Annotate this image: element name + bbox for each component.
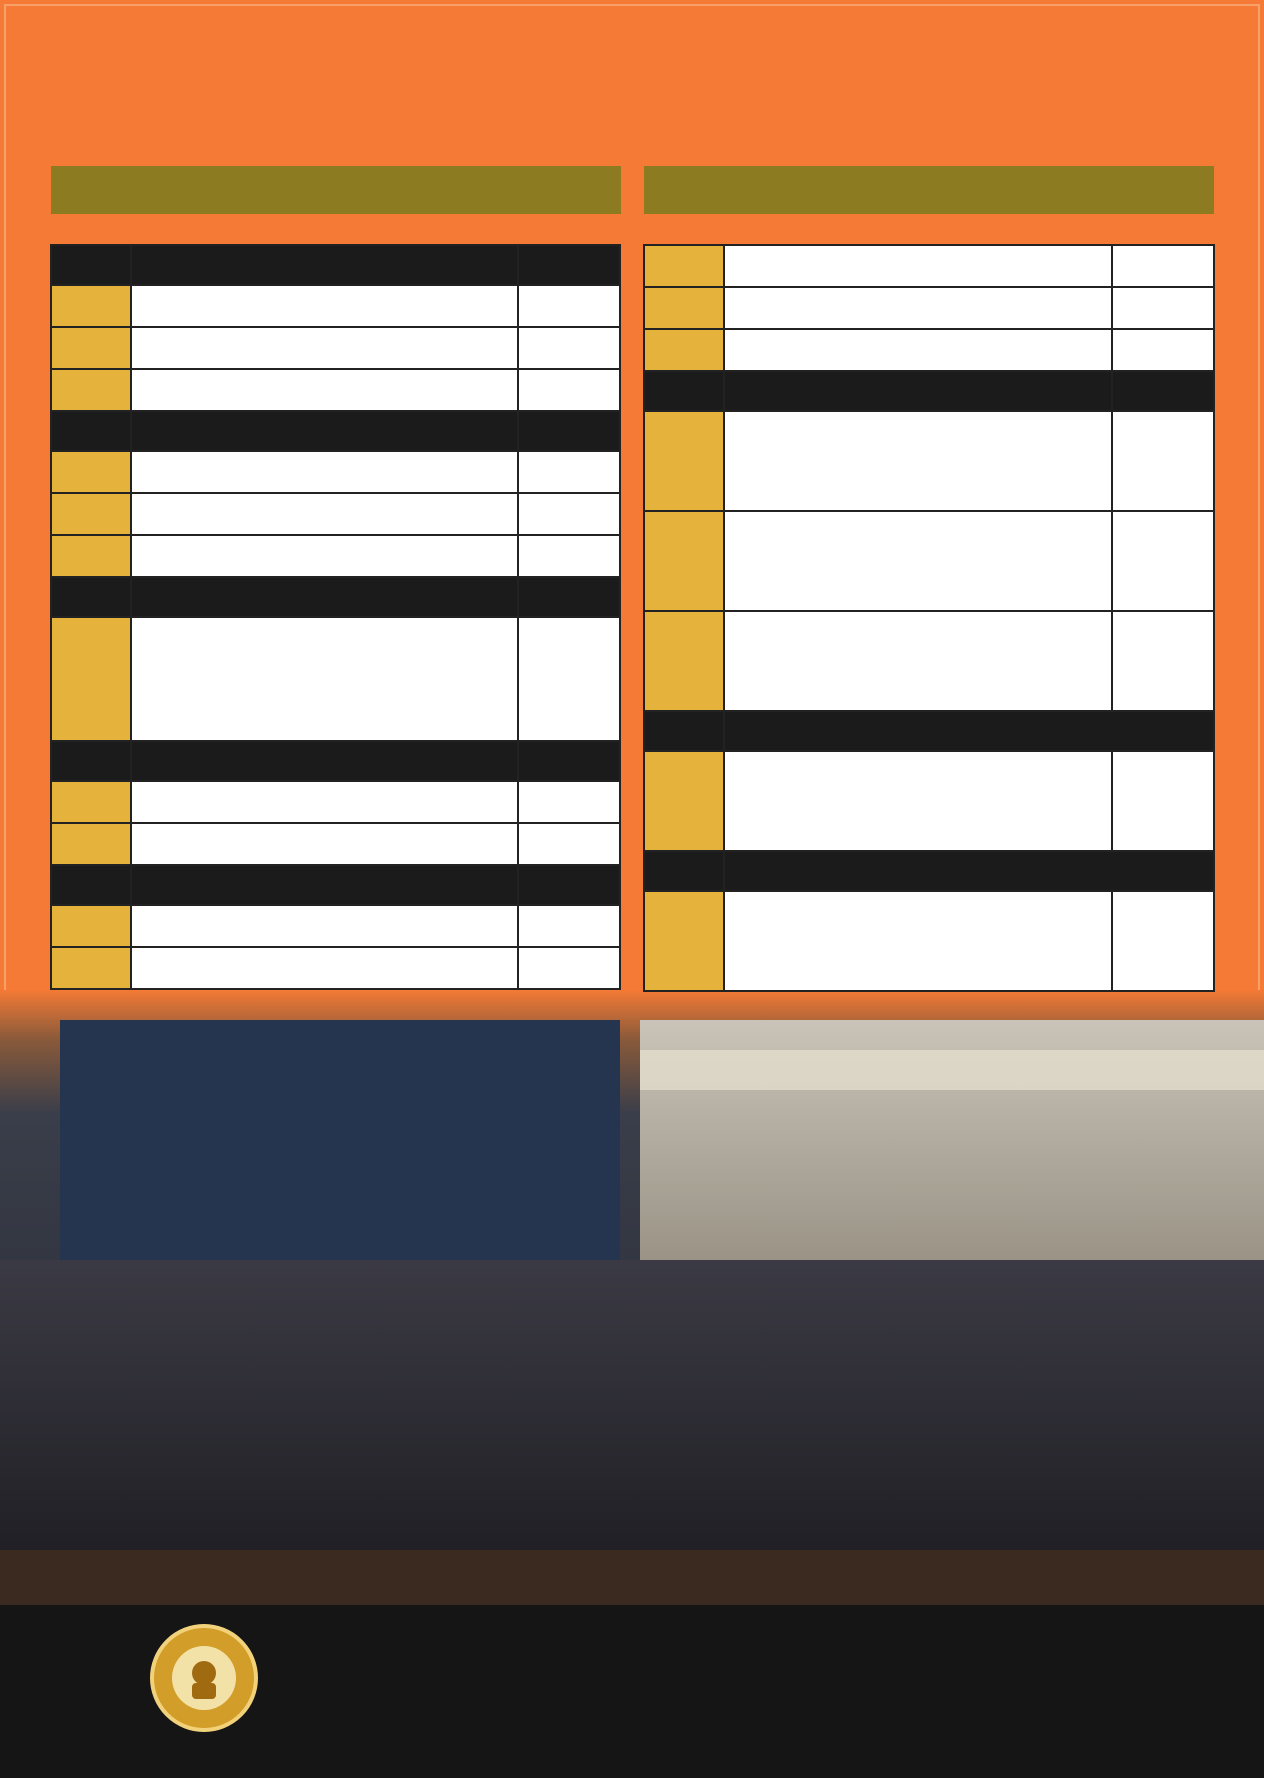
category-name [131, 327, 518, 369]
class-code [644, 245, 724, 287]
table-row [644, 287, 1214, 329]
association-logo [150, 1624, 258, 1732]
class-code [51, 617, 131, 741]
category-type [1112, 245, 1214, 287]
section-fb-special [131, 577, 518, 617]
category-name [131, 823, 518, 865]
award-list [725, 444, 1111, 496]
class-code [51, 451, 131, 493]
category-type [518, 823, 620, 865]
category-name [724, 511, 1112, 611]
category-name [724, 411, 1112, 511]
table-row [644, 411, 1214, 511]
category-name [131, 285, 518, 327]
category-type [1112, 411, 1214, 511]
category-type [518, 905, 620, 947]
class-code [644, 287, 724, 329]
class-code [51, 327, 131, 369]
category-type [1112, 329, 1214, 371]
class-code [644, 751, 724, 851]
class-code [51, 535, 131, 577]
class-code [644, 411, 724, 511]
section-row [644, 371, 1214, 411]
category-type [518, 327, 620, 369]
class-code [644, 611, 724, 711]
category-name [131, 617, 518, 741]
category-type [1112, 751, 1214, 851]
class-code [51, 493, 131, 535]
table-row [51, 327, 620, 369]
section-row [51, 245, 620, 285]
category-name [724, 611, 1112, 711]
class-code [51, 285, 131, 327]
category-type [1112, 287, 1214, 329]
table-row [51, 451, 620, 493]
section-fb-service [131, 741, 518, 781]
section-row [51, 865, 620, 905]
section-french [131, 865, 518, 905]
table-row [51, 535, 620, 577]
category-name [131, 905, 518, 947]
category-type [518, 451, 620, 493]
left-column-header [51, 166, 621, 214]
category-name [131, 535, 518, 577]
table-row [51, 947, 620, 989]
section-row [51, 741, 620, 781]
table-row [51, 823, 620, 865]
category-type [518, 947, 620, 989]
table-row [51, 369, 620, 411]
category-name [131, 947, 518, 989]
class-code [644, 891, 724, 991]
class-code [51, 369, 131, 411]
category-type [518, 285, 620, 327]
section-row [51, 577, 620, 617]
table-row [644, 329, 1214, 371]
category-name [724, 287, 1112, 329]
class-code [51, 781, 131, 823]
award-list [725, 784, 1111, 836]
award-list [725, 924, 1111, 976]
class-code [51, 823, 131, 865]
table-row [644, 611, 1214, 711]
section-row [644, 711, 1214, 751]
section-artistic [131, 245, 518, 285]
category-type [1112, 891, 1214, 991]
category-name [131, 493, 518, 535]
category-name [724, 329, 1112, 371]
right-column-header [644, 166, 1214, 214]
event-photos [0, 990, 1264, 1605]
category-type [518, 781, 620, 823]
category-name [724, 751, 1112, 851]
section-showman [131, 411, 518, 451]
section-row [644, 851, 1214, 891]
category-type [518, 617, 620, 741]
section-patisserie [724, 711, 1214, 751]
category-type [1112, 511, 1214, 611]
table-row [644, 511, 1214, 611]
table-row [51, 493, 620, 535]
table-row [644, 891, 1214, 991]
right-category-table [643, 244, 1215, 992]
table-row [51, 285, 620, 327]
table-row [51, 617, 620, 741]
left-category-table [50, 244, 621, 1032]
category-name [724, 891, 1112, 991]
award-list [725, 544, 1111, 596]
award-list [132, 670, 517, 722]
table-row [51, 905, 620, 947]
section-hot-cooking [724, 371, 1112, 411]
class-code [51, 905, 131, 947]
class-code [51, 947, 131, 989]
category-name [131, 781, 518, 823]
category-name [724, 245, 1112, 287]
class-code [644, 511, 724, 611]
category-name [131, 369, 518, 411]
table-row [644, 751, 1214, 851]
category-name [131, 451, 518, 493]
category-type [518, 493, 620, 535]
section-barista [724, 851, 1214, 891]
award-list [725, 644, 1111, 696]
class-code [644, 329, 724, 371]
event-photo-collage [0, 990, 1264, 1605]
table-row [644, 245, 1214, 287]
logo-emblem-icon [154, 1628, 254, 1728]
category-type [518, 535, 620, 577]
table-row [51, 781, 620, 823]
category-type [1112, 611, 1214, 711]
category-type [518, 369, 620, 411]
section-row [51, 411, 620, 451]
